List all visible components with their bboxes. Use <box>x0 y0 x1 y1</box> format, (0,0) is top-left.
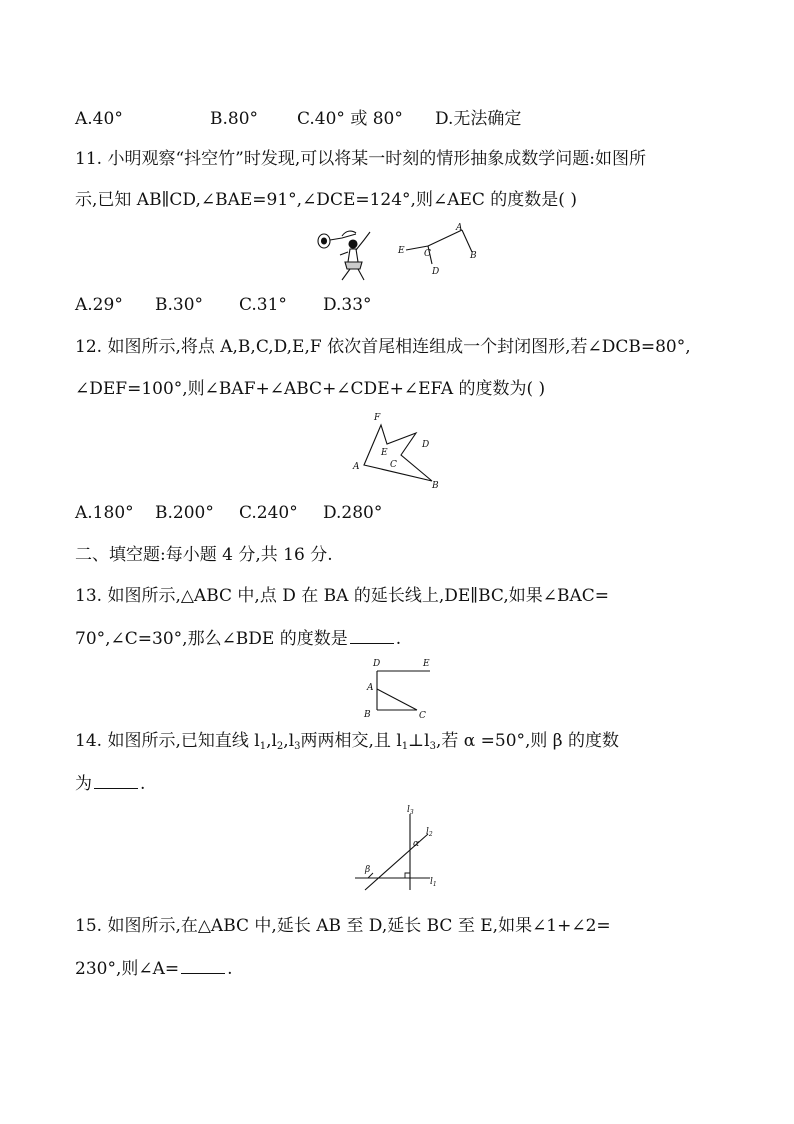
q12-label-d: D <box>422 440 430 450</box>
q12-figure <box>348 408 448 491</box>
q12-option-d: D.280° <box>323 503 383 523</box>
q11-option-a: A.29° <box>75 295 123 315</box>
q14-comma-1: , <box>266 731 272 751</box>
q14-text-line2 <box>75 772 145 795</box>
alpha-label: α <box>413 839 420 849</box>
q13-figure <box>360 656 440 720</box>
q14-mid-text: 两两相交,且 <box>300 731 397 751</box>
q12-text-line2: ∠DEF=100°,则∠BAF+∠ABC+∠CDE+∠EFA 的度数为( ) <box>75 379 546 399</box>
q11-option-d: D.33° <box>323 295 372 315</box>
l1-subscript-b: 1 <box>401 741 409 752</box>
q12-label-a: A <box>353 462 360 472</box>
q10-options <box>75 108 715 130</box>
q14-line2-prefix: 为 <box>75 774 92 794</box>
beta-label: β <box>365 865 371 875</box>
q15-text-line2 <box>75 957 233 980</box>
l2-subscript: 2 <box>276 741 284 752</box>
q12-label-b: B <box>432 481 439 491</box>
q12-text-line1: 12. 如图所示,将点 A,B,C,D,E,F 依次首尾相连组成一个封闭图形,若∠DCB=80°, <box>75 337 691 357</box>
l2-symbol: l <box>271 731 277 751</box>
q11-text-line1: 11. 小明观察“抖空竹”时发现,可以将某一时刻的情形抽象成数学问题:如图所 <box>75 149 646 169</box>
q13-line2-text: 70°,∠C=30°,那么∠BDE 的度数是 <box>75 629 348 649</box>
q13-label-d: D <box>373 659 381 669</box>
q13-label-e: E <box>423 659 430 669</box>
q14-line1-prefix: 14. 如图所示,已知直线 <box>75 731 255 751</box>
q14-label-l2: $l_2$ <box>426 827 433 838</box>
q12-label-c: C <box>390 460 397 470</box>
q11-text-line2: 示,已知 AB∥CD,∠BAE=91°,∠DCE=124°,则∠AEC 的度数是( ) <box>75 190 577 210</box>
q11-label-e: E <box>398 246 405 256</box>
q14-line2-end: . <box>140 774 146 794</box>
l1-subscript: 1 <box>259 741 267 752</box>
l1-symbol-b: l <box>396 731 402 751</box>
q11-options <box>75 294 715 316</box>
q13-label-a: A <box>367 683 374 693</box>
q11-label-d: D <box>432 267 440 277</box>
q11-option-b: B.30° <box>155 295 204 315</box>
q14-label-l1: $l_1$ <box>430 877 437 888</box>
q13-line2-end: . <box>395 629 402 649</box>
q14-comma-2: , <box>283 731 289 751</box>
q11-option-c: C.31° <box>239 295 287 315</box>
q11-label-b: B <box>470 251 477 261</box>
q12-label-e: E <box>381 448 388 458</box>
right-angle-mark <box>405 873 410 878</box>
q11-figure <box>312 222 492 284</box>
q12-option-c: C.240° <box>239 503 298 523</box>
l3-subscript-b: 3 <box>429 741 436 752</box>
q12-options <box>75 502 715 524</box>
q15-line2-end: . <box>227 959 233 979</box>
l1-symbol: l <box>254 731 260 751</box>
q12-label-f: F <box>374 413 381 423</box>
q13-answer-blank[interactable] <box>350 627 394 644</box>
perpendicular-symbol: ⊥ <box>408 731 425 751</box>
q14-text-line1 <box>75 730 619 752</box>
segment-b-a <box>462 230 472 252</box>
q15-line2-text: 230°,则∠A= <box>75 959 180 979</box>
q14-line1-suffix: ,若 α =50°,则 β 的度数 <box>435 731 620 751</box>
q11-label-a: A <box>456 223 463 233</box>
q14-figure <box>350 806 450 892</box>
section2-heading: 二、填空题:每小题 4 分,共 16 分. <box>75 545 333 565</box>
q12-option-b: B.200° <box>155 503 214 523</box>
diabolo-player-illustration <box>318 231 370 280</box>
q15-answer-blank[interactable] <box>181 957 225 974</box>
q12-option-a: A.180° <box>75 503 134 523</box>
q13-text-line2 <box>75 627 401 650</box>
q13-label-b: B <box>364 710 371 720</box>
q10-option-c: C.40° 或 80° <box>297 109 403 129</box>
l3-symbol-b: l <box>424 731 430 751</box>
q13-label-c: C <box>419 711 426 721</box>
q11-label-c: C <box>424 249 431 259</box>
q12-closed-polygon <box>364 425 432 481</box>
q11-geometry <box>406 230 472 264</box>
q10-option-a: A.40° <box>75 109 123 129</box>
l3-symbol: l <box>288 731 295 751</box>
segment-a-c <box>377 689 417 710</box>
q14-label-l3: $l_3$ <box>407 805 414 816</box>
q15-text-line1: 15. 如图所示,在△ABC 中,延长 AB 至 D,延长 BC 至 E,如果∠1+∠2= <box>75 916 611 936</box>
q10-option-d: D.无法确定 <box>435 109 522 129</box>
q10-option-b: B.80° <box>210 109 259 129</box>
q14-answer-blank[interactable] <box>94 772 138 789</box>
l3-subscript: 3 <box>294 741 301 752</box>
q13-text-line1: 13. 如图所示,△ABC 中,点 D 在 BA 的延长线上,DE∥BC,如果∠BAC= <box>75 586 610 606</box>
